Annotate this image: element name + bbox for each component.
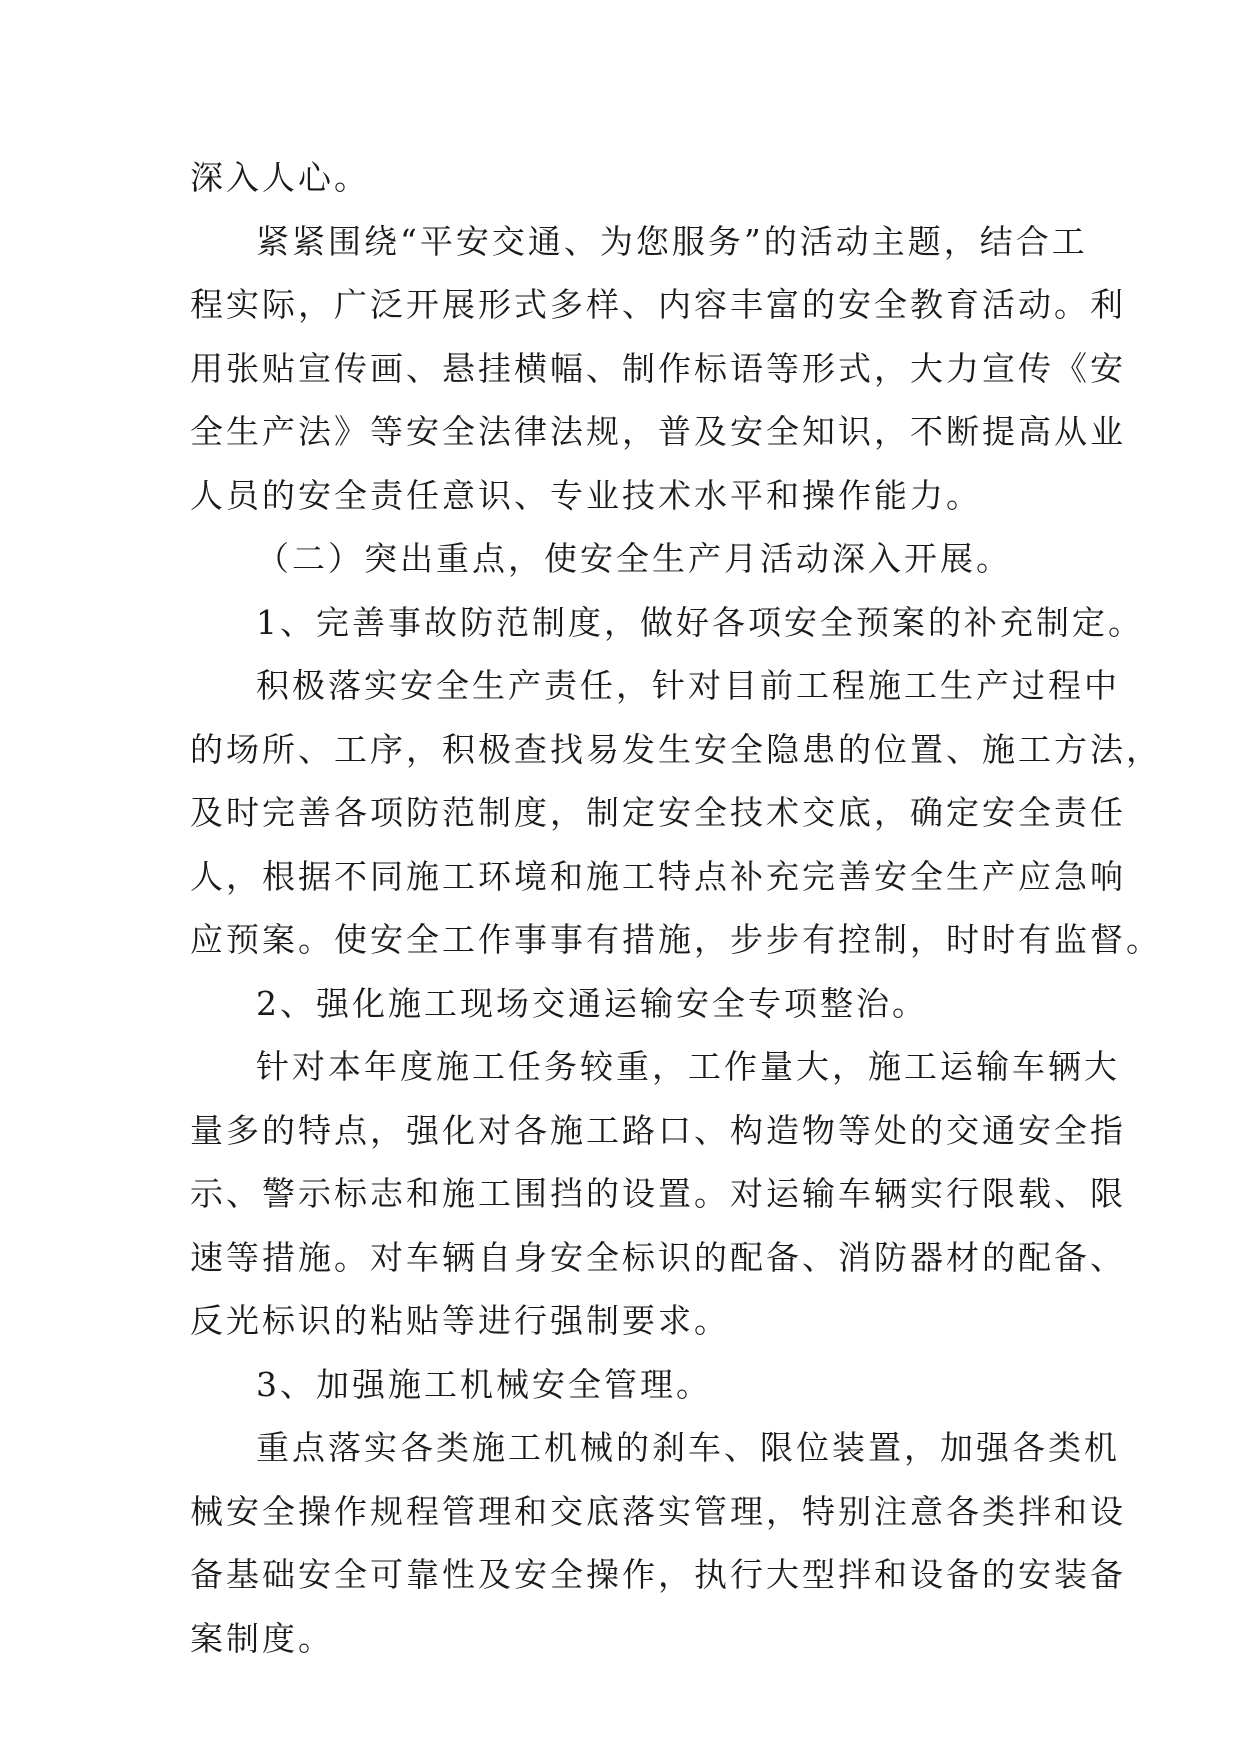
text-line: 重点落实各类施工机械的刹车、限位装置，加强各类机	[256, 1428, 1120, 1467]
document-body	[190, 146, 1162, 1670]
text-line: 用张贴宣传画、悬挂横幅、制作标语等形式，大力宣传《安	[190, 348, 1126, 388]
text-line: 深入人心。	[190, 158, 370, 197]
text-line: 积极落实安全生产责任，针对目前工程施工生产过程中	[256, 666, 1120, 705]
text-line: 紧紧围绕“平安交通、为您服务”的活动主题，结合工	[256, 221, 1088, 261]
text-line: 人员的安全责任意识、专业技术水平和操作能力。	[190, 475, 982, 515]
text-line: 械安全操作规程管理和交底落实管理，特别注意各类拌和设	[190, 1491, 1126, 1531]
text-line: 案制度。	[190, 1618, 334, 1658]
text-line: 1、完善事故防范制度，做好各项安全预案的补充制定。	[256, 602, 1144, 642]
text-line: 全生产法》等安全法律法规，普及安全知识，不断提高从业	[190, 412, 1126, 451]
text-line: 人，根据不同施工环境和施工特点补充完善安全生产应急响	[190, 856, 1126, 896]
text-line: 反光标识的粘贴等进行强制要求。	[190, 1301, 730, 1340]
text-line: 速等措施。对车辆自身安全标识的配备、消防器材的配备、	[190, 1237, 1126, 1277]
text-line: 量多的特点，强化对各施工路口、构造物等处的交通安全指	[190, 1110, 1126, 1150]
text-line: 3、加强施工机械安全管理。	[256, 1364, 712, 1404]
text-line: 及时完善各项防范制度，制定安全技术交底，确定安全责任	[190, 793, 1126, 832]
text-line: 2、强化施工现场交通运输安全专项整治。	[256, 983, 928, 1023]
text-line: 示、警示标志和施工围挡的设置。对运输车辆实行限载、限	[190, 1174, 1126, 1213]
text-line: 的场所、工序，积极查找易发生安全隐患的位置、施工方法，	[190, 729, 1162, 769]
text-line: 程实际，广泛开展形式多样、内容丰富的安全教育活动。利	[190, 285, 1126, 324]
text-line: 应预案。使安全工作事事有措施，步步有控制，时时有监督。	[190, 920, 1162, 959]
text-line: （二）突出重点，使安全生产月活动深入开展。	[256, 539, 1012, 578]
text-line: 针对本年度施工任务较重，工作量大，施工运输车辆大	[256, 1047, 1120, 1086]
text-line: 备基础安全可靠性及安全操作，执行大型拌和设备的安装备	[190, 1555, 1126, 1594]
